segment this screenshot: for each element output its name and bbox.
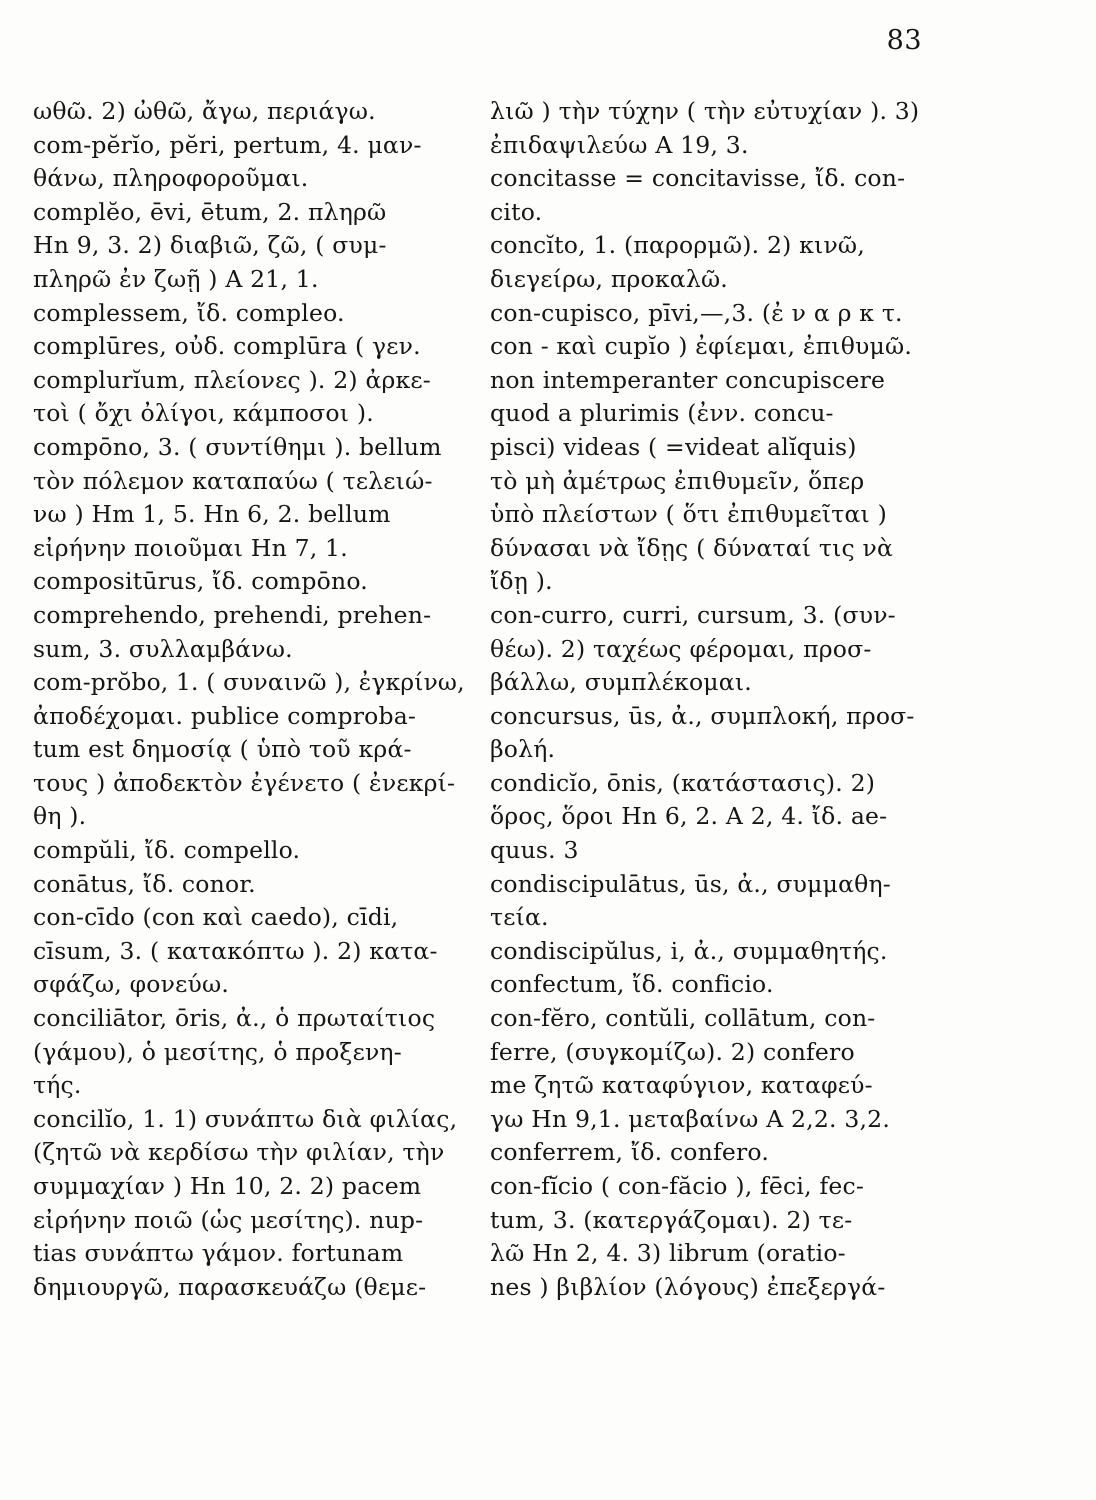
text-line: (γάμου), ὁ μεσίτης, ὁ προξενη-: [33, 1037, 402, 1066]
text-line: compositūrus, ἴδ. compōno.: [33, 567, 368, 596]
text-line: complurĭum, πλείονες ). 2) ἀρκε-: [33, 365, 431, 394]
text-line: compŭli, ἴδ. compello.: [33, 836, 301, 865]
text-line: confectum, ἴδ. conficio.: [490, 970, 774, 999]
text-line: εἰρήνην ποιοῦμαι Hn 7, 1.: [33, 533, 348, 562]
text-line: condicĭo, ōnis, (κατάστασις). 2): [490, 768, 876, 797]
text-line: δημιουργῶ, παρασκευάζω (θεμε-: [33, 1272, 427, 1301]
text-line: quus. 3: [490, 836, 579, 865]
text-line: con-cīdo (con καὶ caedo), cīdi,: [33, 903, 399, 932]
text-line: τεία.: [490, 903, 549, 932]
text-line: θέω). 2) ταχέως φέρομαι, προσ-: [490, 634, 872, 663]
text-line: cito.: [490, 197, 543, 226]
text-line: complessem, ἴδ. compleo.: [33, 298, 345, 327]
text-line: me ζητῶ καταφύγιον, καταφεύ-: [490, 1071, 873, 1100]
text-line: τὸν πόλεμον καταπαύω ( τελειώ-: [33, 466, 433, 495]
text-line: con-fĕro, contŭli, collātum, con-: [490, 1004, 876, 1033]
text-line: δύνασαι νὰ ἴδῃς ( δύναταί τις νὰ: [490, 533, 894, 562]
text-line: πληρῶ ἐν ζωῇ ) A 21, 1.: [33, 264, 319, 293]
text-line: concilĭo, 1. 1) συνάπτω διὰ φιλίας,: [33, 1104, 458, 1133]
text-line: cīsum, 3. ( κατακόπτω ). 2) κατα-: [33, 936, 438, 965]
text-line: nes ) βιβλίον (λόγους) ἐπεξεργά-: [490, 1272, 886, 1301]
text-line: τὸ μὴ ἀμέτρως ἐπιθυμεῖν, ὅπερ: [490, 466, 865, 495]
text-line: com-pĕrĭo, pĕri, pertum, 4. μαν-: [33, 130, 422, 159]
text-line: tum est δημοσίᾳ ( ὑπὸ τοῦ κρά-: [33, 735, 412, 764]
text-line: θη ).: [33, 802, 87, 831]
text-line: con-fĭcio ( con-făcio ), fēci, fec-: [490, 1172, 864, 1200]
text-line: condiscipulātus, ūs, ἀ., συμμαθη-: [490, 869, 891, 898]
text-line: compōno, 3. ( συντίθημι ). bellum: [33, 432, 442, 461]
page-number: 83: [886, 25, 922, 56]
text-line: λιῶ ) τὴν τύχην ( τὴν εὐτυχίαν ). 3): [490, 97, 920, 125]
text-line: βολή.: [490, 735, 556, 764]
text-line: εἰρήνην ποιῶ (ὡς μεσίτης). nup-: [33, 1205, 424, 1234]
text-line: τής.: [33, 1071, 82, 1100]
left-column: [33, 95, 465, 1304]
text-line: βάλλω, συμπλέκομαι.: [490, 668, 752, 697]
text-line: σφάζω, φονεύω.: [33, 970, 229, 999]
text-line: λῶ Hn 2, 4. 3) librum (oratio-: [490, 1239, 846, 1268]
text-line: διεγείρω, προκαλῶ.: [490, 264, 728, 293]
text-line: quod a plurimis (ἐνν. concu-: [490, 399, 834, 428]
text-line: τοὶ ( ὄχι ὀλίγοι, κάμποσοι ).: [33, 399, 374, 428]
text-line: ἀποδέχομαι. publice comproba-: [33, 701, 417, 730]
text-line: complĕo, ēvi, ētum, 2. πληρῶ: [33, 197, 387, 226]
text-line: ωθῶ. 2) ὠθῶ, ἄγω, περιάγω.: [33, 97, 376, 125]
text-line: ὑπὸ πλείστων ( ὅτι ἐπιθυμεῖται ): [490, 500, 887, 529]
text-line: con-curro, curri, cursum, 3. (συν-: [490, 600, 896, 629]
text-line: θάνω, πληροφοροῦμαι.: [33, 164, 309, 193]
text-line: con - καὶ cupĭo ) ἐφίεμαι, ἐπιθυμῶ.: [490, 332, 913, 361]
text-line: ἐπιδαψιλεύω A 19, 3.: [490, 130, 749, 159]
text-line: com-prŏbo, 1. ( συναινῶ ), ἐγκρίνω,: [33, 668, 465, 697]
text-line: non intemperanter concupiscere: [490, 365, 886, 394]
text-line: comprehendo, prehendi, prehen-: [33, 600, 432, 629]
text-line: Hn 9, 3. 2) διαβιῶ, ζῶ, ( συμ-: [33, 231, 387, 260]
text-line: complūres, οὐδ. complūra ( γεν.: [33, 332, 421, 361]
text-line: νω ) Hm 1, 5. Hn 6, 2. bellum: [33, 500, 391, 529]
text-line: conātus, ἴδ. conor.: [33, 869, 256, 898]
text-line: (ζητῶ νὰ κερδίσω τὴν φιλίαν, τὴν: [33, 1138, 445, 1167]
text-line: ferre, (συγκομίζω). 2) confero: [490, 1037, 855, 1066]
text-line: con-cupisco, pīvi,—,3. (ἐ ν α ρ κ τ.: [490, 298, 903, 327]
text-line: tias συνάπτω γάμον. fortunam: [33, 1239, 404, 1268]
text-line: concĭto, 1. (παρορμῶ). 2) κινῶ,: [490, 231, 865, 260]
text-line: concitasse = concitavisse, ἴδ. con-: [490, 164, 906, 193]
text-line: condiscipŭlus, i, ἀ., συμμαθητής.: [490, 936, 888, 965]
text-line: conferrem, ἴδ. confero.: [490, 1138, 770, 1167]
text-line: pisci) videas ( =videat alĭquis): [490, 432, 857, 461]
text-line: concursus, ūs, ἀ., συμπλοκή, προσ-: [490, 701, 915, 730]
text-line: γω Hn 9,1. μεταβαίνω A 2,2. 3,2.: [490, 1104, 890, 1133]
text-line: συμμαχίαν ) Hn 10, 2. 2) pacem: [33, 1172, 422, 1200]
right-column: [490, 95, 922, 1304]
text-line: conciliātor, ōris, ἀ., ὁ πρωταίτιος: [33, 1004, 436, 1033]
text-line: ἴδῃ ).: [490, 567, 553, 596]
text-line: sum, 3. συλλαμβάνω.: [33, 634, 293, 663]
text-line: ὅρος, ὅροι Hn 6, 2. A 2, 4. ἴδ. ae-: [490, 802, 888, 831]
text-line: tum, 3. (κατεργάζομαι). 2) τε-: [490, 1205, 853, 1234]
text-line: τους ) ἀποδεκτὸν ἐγένετο ( ἐνεκρί-: [33, 768, 456, 797]
